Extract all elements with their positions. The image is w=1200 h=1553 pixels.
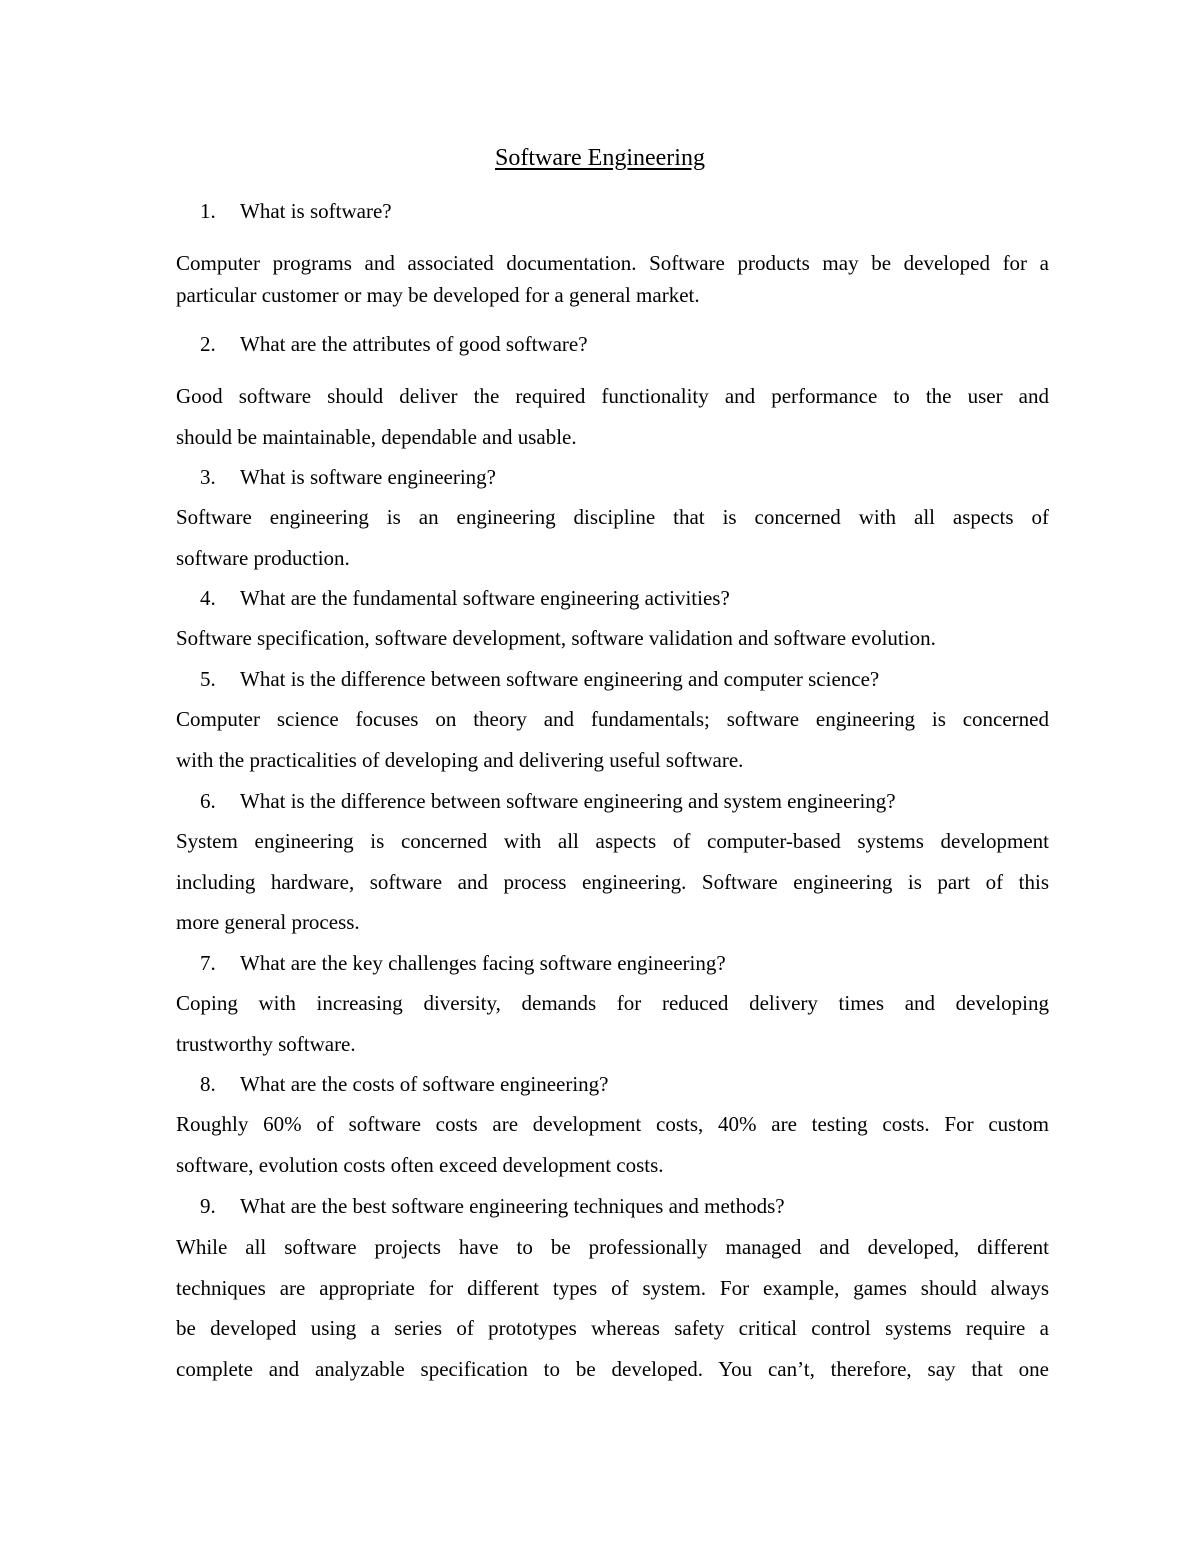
question-number: 4. [200,586,216,610]
answer-2 [176,376,1049,457]
answer-line: with the practicalities of developing and delivering useful software. [176,747,744,772]
answer-line: System engineering is concerned with all aspects of computer-based systems development [176,829,1049,853]
question-2 [200,329,588,359]
question-1 [200,196,392,226]
question-text: What are the costs of software engineering? [240,1072,609,1096]
answer-8 [176,1104,1049,1185]
answer-line: trustworthy software. [176,1031,356,1056]
answer-4 [176,618,1049,659]
question-3 [200,462,496,492]
answer-7 [176,983,1049,1064]
answer-line: be developed using a series of prototypes whereas safety critical control systems require a [176,1316,1049,1340]
answer-line: Roughly 60% of software costs are development costs, 40% are testing costs. For custom [176,1112,1049,1136]
answer-line: Software engineering is an engineering discipline that is concerned with all aspects of [176,505,1049,529]
answer-line: Software specification, software development, software validation and software evolution. [176,626,936,650]
question-number: 1. [200,199,216,223]
question-7 [200,948,726,978]
question-number: 2. [200,332,216,356]
answer-line: Computer science focuses on theory and fundamentals; software engineering is concerned [176,707,1049,731]
question-4 [200,583,730,613]
question-text: What is the difference between software engineering and system engineering? [240,789,896,813]
answer-1 [176,247,1049,311]
question-8 [200,1069,609,1099]
question-text: What is software engineering? [240,465,496,489]
question-text: What are the key challenges facing software engineering? [240,951,726,975]
question-5 [200,664,879,694]
question-number: 8. [200,1072,216,1096]
answer-line: techniques are appropriate for different types of system. For example, games should always [176,1275,1049,1300]
answer-line: While all software projects have to be professionally managed and developed, different [176,1235,1049,1259]
question-text: What are the fundamental software engineering activities? [240,586,730,610]
answer-line: software, evolution costs often exceed development costs. [176,1152,664,1177]
answer-line: Coping with increasing diversity, demands for reduced delivery times and developing [176,991,1049,1015]
question-text: What are the attributes of good software? [240,332,588,356]
answer-6 [176,821,1049,943]
answer-line: software production. [176,545,350,570]
answer-line: Computer programs and associated documentation. Software products may be developed for a [176,251,1049,275]
answer-line: should be maintainable, dependable and usable. [176,424,577,449]
answer-line: complete and analyzable specification to be developed. You can’t, therefore, say that one [176,1356,1049,1381]
answer-3 [176,497,1049,578]
answer-line: more general process. [176,910,360,934]
question-9 [200,1191,785,1221]
question-number: 7. [200,951,216,975]
question-text: What is the difference between software engineering and computer science? [240,667,880,691]
page-title: Software Engineering [495,145,705,171]
answer-line: particular customer or may be developed for a general market. [176,283,700,307]
question-number: 3. [200,465,216,489]
question-number: 5. [200,667,216,691]
question-6 [200,786,896,816]
answer-9 [176,1227,1049,1389]
question-number: 9. [200,1194,216,1218]
answer-5 [176,699,1049,780]
answer-line: including hardware, software and process engineering. Software engineering is part of this [176,869,1049,894]
answer-line: Good software should deliver the required functionality and performance to the user and [176,384,1049,408]
question-text: What are the best software engineering techniques and methods? [240,1194,785,1218]
question-text: What is software? [240,199,392,223]
question-number: 6. [200,789,216,813]
